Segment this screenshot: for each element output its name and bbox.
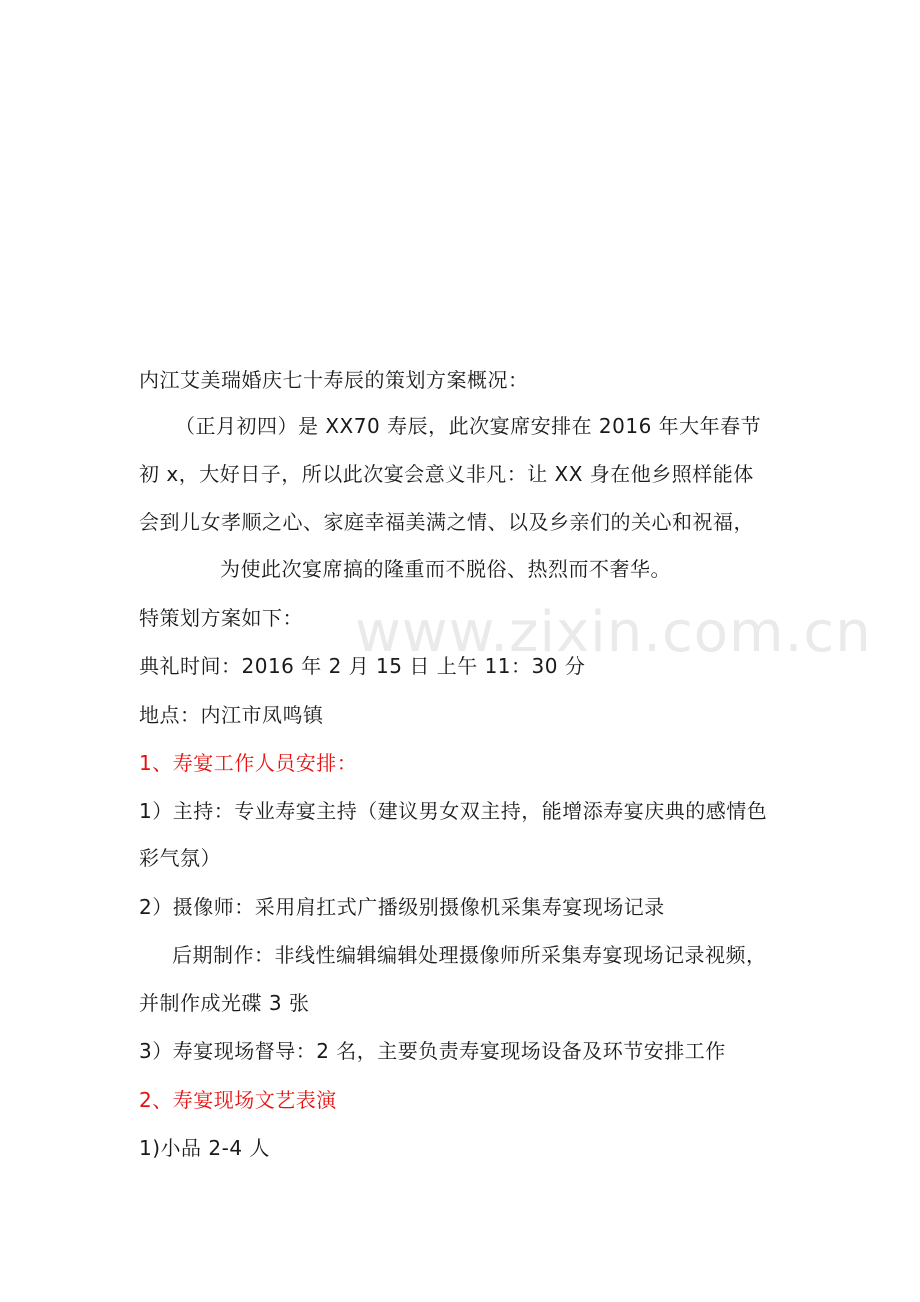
intro-line-2: 初 x，大好日子，所以此次宴会意义非凡：让 XX 身在他乡照样能体 (139, 462, 754, 486)
item2-line-3: 并制作成光碟 3 张 (139, 991, 310, 1015)
intro-line-4: 为使此次宴席搞的隆重而不脱俗、热烈而不奢华。 (220, 557, 671, 581)
intro-line-3: 会到儿女孝顺之心、家庭幸福美满之情、以及乡亲们的关心和祝福， (139, 510, 754, 534)
item1-line-1: 1）主持：专业寿宴主持（建议男女双主持，能增添寿宴庆典的感情色 (139, 799, 768, 823)
item1-line-2: 彩气氛） (139, 846, 221, 870)
ceremony-time: 典礼时间：2016 年 2 月 15 日 上午 11：30 分 (139, 654, 586, 678)
heading-line: 内江艾美瑞婚庆七十寿辰的策划方案概况： (139, 368, 529, 392)
item2-line-1: 2）摄像师：采用肩扛式广播级别摄像机采集寿宴现场记录 (139, 895, 665, 919)
intro-line-1: （正月初四）是 XX70 寿辰，此次宴席安排在 2016 年大年春节 (175, 414, 762, 438)
item3-line: 3）寿宴现场督导：2 名，主要负责寿宴现场设备及环节安排工作 (139, 1039, 726, 1063)
performance-item-1: 1)小品 2-4 人 (139, 1136, 270, 1160)
watermark: www.zixin.com.cn (355, 600, 872, 665)
plan-line: 特策划方案如下： (139, 606, 303, 630)
section1-title: 1、寿宴工作人员安排： (139, 751, 358, 775)
location: 地点：内江市凤鸣镇 (139, 703, 324, 727)
item2-line-2: 后期制作：非线性编辑编辑处理摄像师所采集寿宴现场记录视频， (172, 943, 767, 967)
section2-title: 2、寿宴现场文艺表演 (139, 1088, 337, 1112)
